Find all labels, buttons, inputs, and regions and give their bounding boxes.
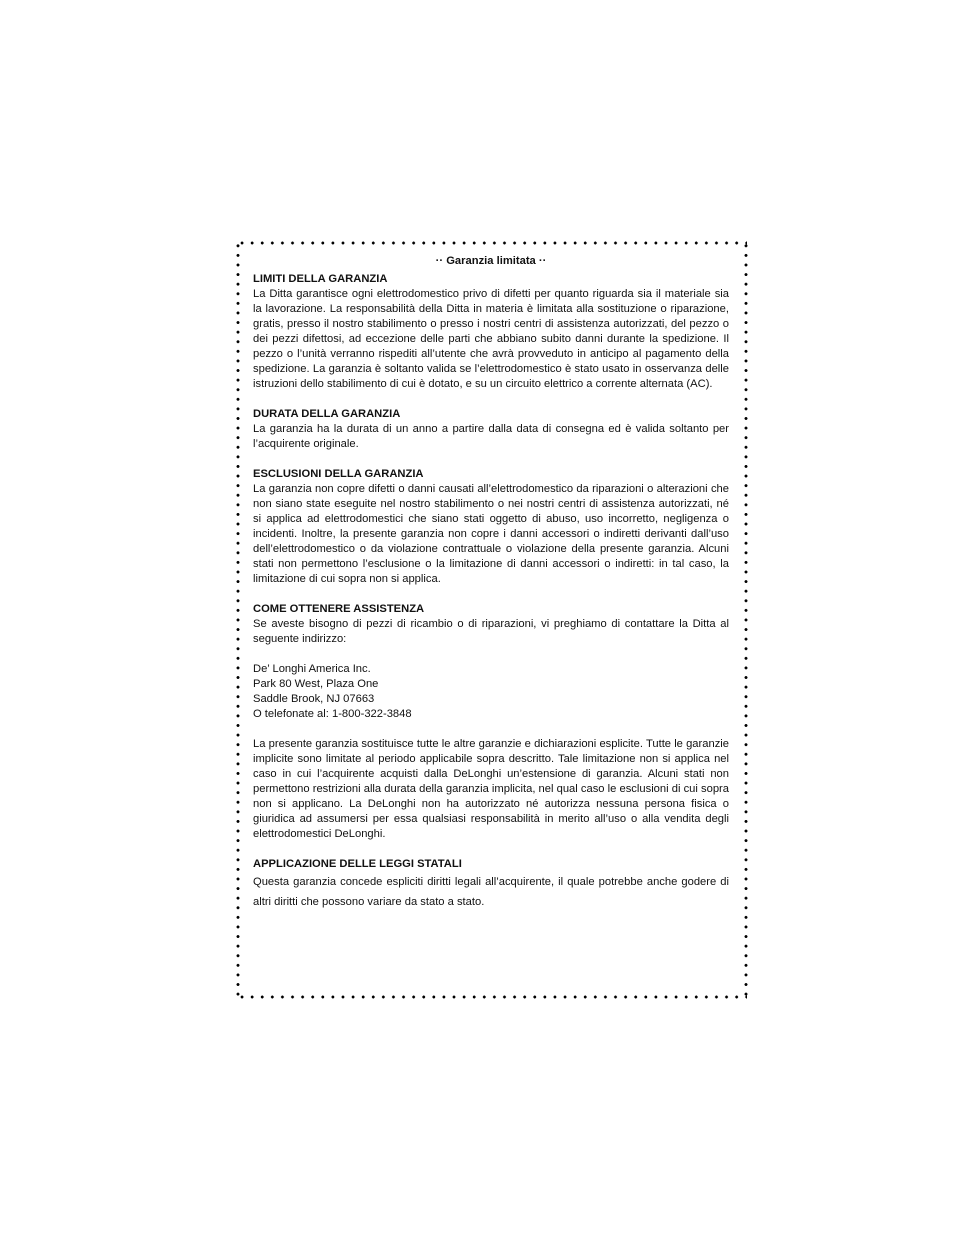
warranty-content — [253, 254, 729, 912]
disclaimer-paragraph: La presente garanzia sostituisce tutte le altre garanzie e dichiarazioni esplicite. Tutte le garanzie implicite sono limitate al periodo applicabile sopra descritto. Tale limitazione non si applica nel caso in cui l’acquirente acquisti dalla DeLonghi un’estensione di garanzia. Alcuni stati non permettono restrizioni alla durata della garanzia implicita, nel qual caso le esclusioni di cui sopra non si applicano. La DeLonghi non ha autorizzato né autorizza nessuna persona fisica o giuridica ad assumersi per essa qualsiasi responsabilità in merito all’uso o alla vendita degli elettrodomestici DeLonghi. — [253, 738, 729, 840]
section-heading: ESCLUSIONI DELLA GARANZIA — [253, 468, 424, 480]
section-state-laws — [253, 857, 729, 912]
section-heading: COME OTTENERE ASSISTENZA — [253, 603, 425, 615]
section-duration — [253, 407, 729, 452]
section-body: Questa garanzia concede espliciti diritti legali all’acquirente, il quale potrebbe anche godere di altri diritti che possono variare da stato a stato. — [253, 876, 729, 908]
section-heading: LIMITI DELLA GARANZIA — [253, 273, 388, 285]
section-heading: DURATA DELLA GARANZIA — [253, 408, 401, 420]
section-exclusions — [253, 467, 729, 587]
dotted-border-top — [237, 241, 747, 245]
page-title: ·· Garanzia limitata ·· — [435, 255, 547, 267]
section-heading: APPLICAZIONE DELLE LEGGI STATALI — [253, 858, 462, 870]
section-body: La garanzia non copre difetti o danni causati all’elettrodomestico da riparazioni o alterazioni che non siano state eseguite nel nostro stabilimento o nei nostri centri di assistenza autorizzati, né si applica ad elettrodomestici che siano stati oggetto di abuso, uso incorretto, negligenza o incidenti. Inoltre, la presente garanzia non copre i danni accessori o indiretti derivanti dall’uso dell’elettrodomestico o da violazione contrattuale o violazione della presente garanzia. Alcuni stati non permettono l’esclusione o la limitazione di danni accessori o indiretti: in tal caso, la limitazione di cui sopra non si applica. — [253, 483, 729, 585]
section-body: La Ditta garantisce ogni elettrodomestico privo di difetti per quanto riguarda sia il materiale sia la lavorazione. La responsabilità della Ditta in materia è limitata alla sostituzione o riparazione, gratis, presso il nostro stabilimento o presso i nostri centri di assistenza autorizzati, del pezzo o dei pezzi difettosi, ad eccezione delle parti che abbiano subito danni durante la spedizione. Il pezzo o l’unità verranno rispediti all’utente che avrà provveduto in anticipo al pagamento della spedizione. La garanzia è soltanto valida se l’elettrodomestico è stato usato in osservanza delle istruzioni dello stabilimento di cui è dotato, e su un circuito elettrico a corrente alternata (AC). — [253, 288, 729, 390]
section-limits — [253, 272, 729, 392]
dotted-border-left — [236, 241, 240, 999]
address-phone: O telefonate al: 1-800-322-3848 — [253, 708, 412, 720]
section-body: La garanzia ha la durata di un anno a partire dalla data di consegna ed è valida soltanto per l’acquirente originale. — [253, 423, 729, 450]
address-company: De’ Longhi America Inc. — [253, 663, 371, 675]
address-block — [253, 662, 729, 722]
dotted-border-right — [744, 241, 748, 999]
address-street: Park 80 West, Plaza One — [253, 678, 379, 690]
section-body: Se aveste bisogno di pezzi di ricambio o di riparazioni, vi preghiamo di contattare la Ditta al seguente indirizzo: — [253, 618, 729, 645]
address-city: Saddle Brook, NJ 07663 — [253, 693, 375, 705]
dotted-border-bottom — [237, 995, 747, 999]
section-assistance — [253, 602, 729, 647]
